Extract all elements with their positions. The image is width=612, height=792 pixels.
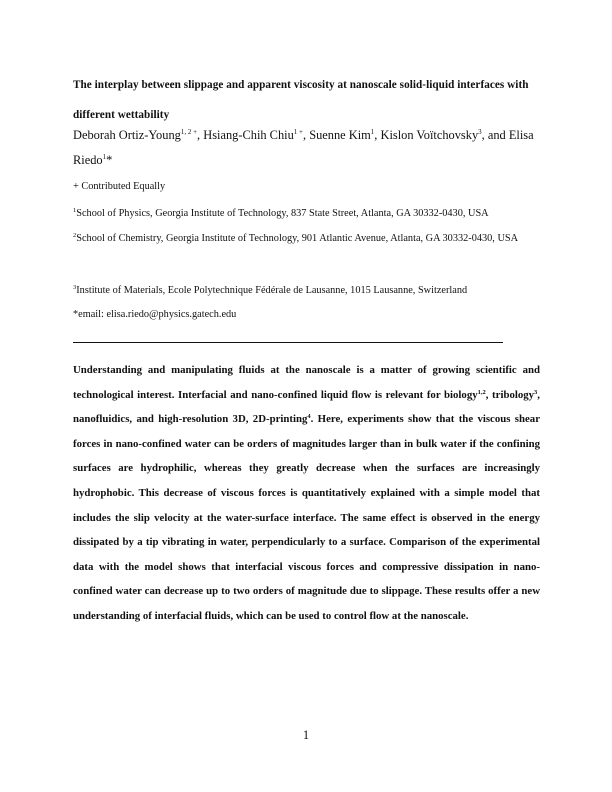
author-separator: , — [302, 128, 310, 142]
abstract-text: , nanofluidics, and high-resolution 3D, 2D-printing — [73, 388, 540, 426]
author-separator: , — [197, 128, 204, 142]
contributed-equally-note: + Contributed Equally — [73, 181, 166, 192]
affiliation-number: 3 — [73, 284, 77, 291]
author-name: Elisa Riedo — [73, 128, 534, 167]
author-affiliation-marker: 1 + — [293, 128, 303, 136]
affiliation-number: 1 — [73, 207, 77, 214]
corresponding-author-marker: * — [106, 152, 113, 167]
citation-ref: 3 — [534, 388, 538, 396]
affiliation-text: Institute of Materials, Ecole Polytechnique Fédérale de Lausanne, 1015 Lausanne, Switzerland — [76, 285, 468, 296]
affiliation-text: School of Physics, Georgia Institute of Technology, 837 State Street, Atlanta, GA 30332-0430, USA — [76, 208, 489, 219]
abstract-text: , tribology — [485, 388, 535, 401]
abstract — [73, 358, 540, 629]
author-name: Deborah Ortiz-Young — [73, 128, 181, 142]
paper-title: The interplay between slippage and apparent viscosity at nanoscale solid-liquid interfaces with different wettability — [73, 79, 529, 121]
affiliation-3 — [73, 278, 548, 304]
author-affiliation-marker: 1, 2 + — [180, 128, 198, 136]
abstract-text: . Here, experiments show that the viscous shear forces in nano-confined water can be orders of magnitudes larger than in bulk water if the confining surfaces are hydrophilic, whereas they greatly decrease when the surfaces are increasingly hydrophobic. This decrease of viscous forces is quantitatively explained with a simple model that includes the slip velocity at the water-surface interface. The same effect is observed in the energy dissipated by a tip vibrating in water, perpendicularly to a surface. Comparison of the experimental data with the model shows that interfacial viscous forces and compressive dissipation in nano-confined water can decrease up to two orders of magnitude due to slippage. These results offer a new understanding of interfacial fluids, which can be used to control flow at the nanoscale. — [73, 413, 540, 622]
author-separator: , and — [481, 128, 509, 142]
author-name: Suenne Kim — [309, 128, 371, 142]
citation-ref: 1,2 — [477, 388, 486, 396]
author-affiliation-marker: 3 — [478, 128, 482, 136]
author-separator: , — [374, 128, 381, 142]
author-affiliation-marker: 1 — [370, 128, 375, 136]
affiliation-2 — [73, 226, 548, 252]
affiliation-number: 2 — [73, 232, 77, 239]
author-list — [73, 123, 548, 172]
horizontal-rule — [73, 342, 503, 343]
citation-ref: 4 — [307, 413, 311, 421]
page-number: 1 — [302, 728, 310, 742]
abstract-text: Understanding and manipulating fluids at the nanoscale is a matter of growing scientific and technological interest. Interfacial and nano-confined liquid flow is relevant for biology — [73, 364, 540, 401]
affiliation-1 — [73, 201, 548, 227]
affiliation-text: School of Chemistry, Georgia Institute of Technology, 901 Atlantic Avenue, Atlanta, GA 30332-0430, USA — [76, 233, 519, 244]
author-name: Kislon Voïtchovsky — [380, 128, 479, 142]
author-name: Hsiang-Chih Chiu — [203, 128, 294, 142]
author-affiliation-marker: 1 — [102, 152, 107, 161]
corresponding-email: *email: elisa.riedo@physics.gatech.edu — [73, 309, 237, 320]
